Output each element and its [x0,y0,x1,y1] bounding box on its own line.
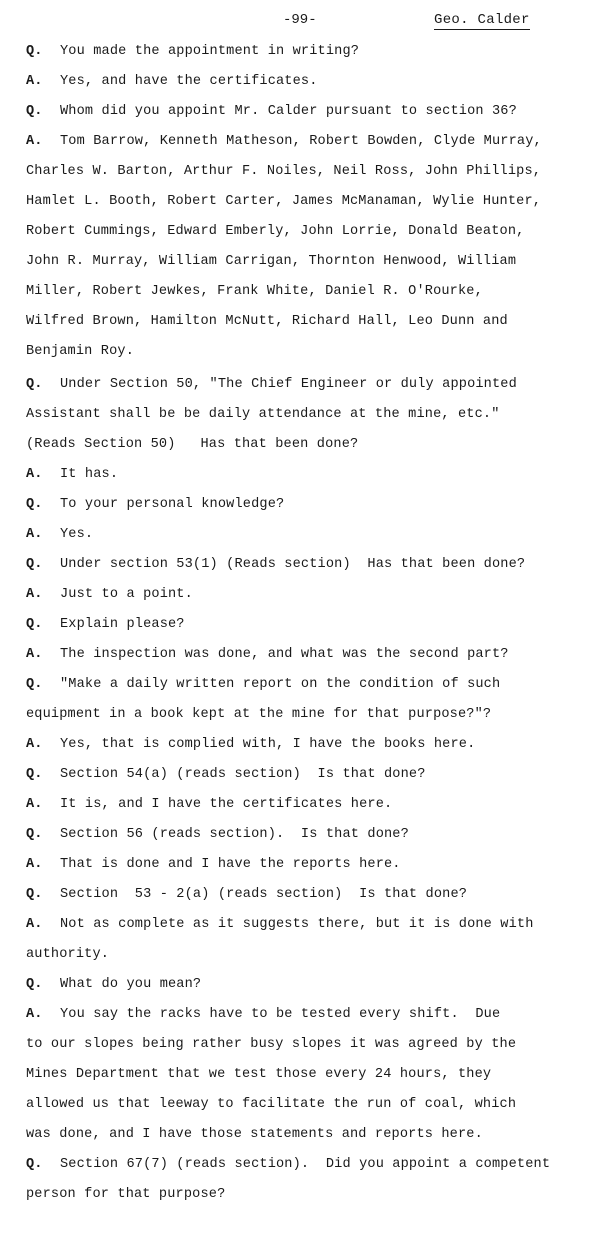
speaker-tag: Q. [26,104,43,119]
continuation-line [26,337,134,367]
line-text: Not as complete as it suggests there, but it is done with [60,917,534,932]
question-line [26,550,525,580]
continuation-line [26,1180,225,1210]
line-text: You made the appointment in writing? [60,44,360,59]
page-number: -99- [283,12,317,28]
continuation-line [26,1120,483,1150]
speaker-tag: A. [26,647,43,662]
line-text: person for that purpose? [26,1187,226,1202]
line-text: allowed us that leeway to facilitate the run of coal, which [26,1097,517,1112]
line-text: Mines Department that we test those every 24 hours, they [26,1067,492,1082]
question-line [26,820,409,850]
answer-line [26,1000,500,1030]
speaker-tag: A. [26,467,43,482]
line-text: Just to a point. [60,587,193,602]
answer-line [26,730,475,760]
line-text: Section 53 - 2(a) (reads section) Is that done? [60,887,468,902]
line-text: Hamlet L. Booth, Robert Carter, James McManaman, Wylie Hunter, [26,194,542,209]
line-text: It is, and I have the certificates here. [60,797,393,812]
continuation-line [26,1030,516,1060]
line-text: That is done and I have the reports here. [60,857,401,872]
line-text: Explain please? [60,617,185,632]
line-text: Whom did you appoint Mr. Calder pursuant to section 36? [60,104,517,119]
line-text: The inspection was done, and what was the second part? [60,647,509,662]
line-text: It has. [60,467,119,482]
speaker-tag: A. [26,527,43,542]
line-text: Assistant shall be be daily attendance at the mine, etc." [26,407,500,422]
line-text: Under section 53(1) (Reads section) Has that been done? [60,557,526,572]
line-text: equipment in a book kept at the mine for that purpose?"? [26,707,492,722]
speaker-tag: A. [26,587,43,602]
line-text: Robert Cummings, Edward Emberly, John Lorrie, Donald Beaton, [26,224,525,239]
speaker-tag: A. [26,1007,43,1022]
line-text: Tom Barrow, Kenneth Matheson, Robert Bowden, Clyde Murray, [60,134,542,149]
line-text: John R. Murray, William Carrigan, Thornton Henwood, William [26,254,517,269]
continuation-line [26,700,491,730]
continuation-line [26,1060,491,1090]
speaker-tag: A. [26,857,43,872]
question-line [26,490,284,520]
line-text: Yes, and have the certificates. [60,74,318,89]
question-line [26,97,517,127]
speaker-tag: Q. [26,677,43,692]
line-text: Yes, that is complied with, I have the books here. [60,737,476,752]
question-line [26,610,185,640]
speaker-tag: A. [26,797,43,812]
page-header [0,12,600,34]
line-text: was done, and I have those statements and reports here. [26,1127,483,1142]
speaker-tag: Q. [26,1157,43,1172]
line-text: You say the racks have to be tested every shift. Due [60,1007,501,1022]
continuation-line [26,430,358,460]
speaker-tag: Q. [26,557,43,572]
line-text: Section 67(7) (reads section). Did you appoint a competent [60,1157,551,1172]
line-text: What do you mean? [60,977,202,992]
question-line [26,670,500,700]
question-line [26,1150,550,1180]
line-text: Miller, Robert Jewkes, Frank White, Daniel R. O'Rourke, [26,284,483,299]
continuation-line [26,277,483,307]
answer-line [26,910,534,940]
line-text: To your personal knowledge? [60,497,285,512]
question-line [26,370,517,400]
line-text: Benjamin Roy. [26,344,134,359]
speaker-tag: A. [26,74,43,89]
speaker-tag: A. [26,134,43,149]
line-text: (Reads Section 50) Has that been done? [26,437,359,452]
speaker-tag: Q. [26,497,43,512]
speaker-tag: Q. [26,977,43,992]
line-text: Yes. [60,527,94,542]
speaker-tag: Q. [26,44,43,59]
answer-line [26,67,318,97]
speaker-tag: Q. [26,887,43,902]
line-text: Charles W. Barton, Arthur F. Noiles, Neil Ross, John Phillips, [26,164,542,179]
line-text: authority. [26,947,110,962]
answer-line [26,127,542,157]
speaker-tag: A. [26,737,43,752]
answer-line [26,640,509,670]
continuation-line [26,1090,516,1120]
question-line [26,970,201,1000]
continuation-line [26,217,524,247]
question-line [26,880,467,910]
line-text: Under Section 50, "The Chief Engineer or duly appointed [60,377,517,392]
answer-line [26,580,193,610]
continuation-line [26,247,516,277]
line-text: Section 54(a) (reads section) Is that done? [60,767,426,782]
speaker-tag: Q. [26,377,43,392]
line-text: Wilfred Brown, Hamilton McNutt, Richard Hall, Leo Dunn and [26,314,508,329]
line-text: to our slopes being rather busy slopes it was agreed by the [26,1037,517,1052]
continuation-line [26,157,541,187]
speaker-tag: Q. [26,617,43,632]
speaker-tag: Q. [26,767,43,782]
line-text: "Make a daily written report on the condition of such [60,677,501,692]
witness-name: Geo. Calder [434,12,530,28]
speaker-tag: Q. [26,827,43,842]
continuation-line [26,400,500,430]
answer-line [26,790,392,820]
line-text: Section 56 (reads section). Is that done? [60,827,409,842]
answer-line [26,460,118,490]
speaker-tag: A. [26,917,43,932]
question-line [26,37,359,67]
answer-line [26,850,401,880]
continuation-line [26,940,109,970]
continuation-line [26,187,541,217]
answer-line [26,520,93,550]
question-line [26,760,426,790]
continuation-line [26,307,508,337]
